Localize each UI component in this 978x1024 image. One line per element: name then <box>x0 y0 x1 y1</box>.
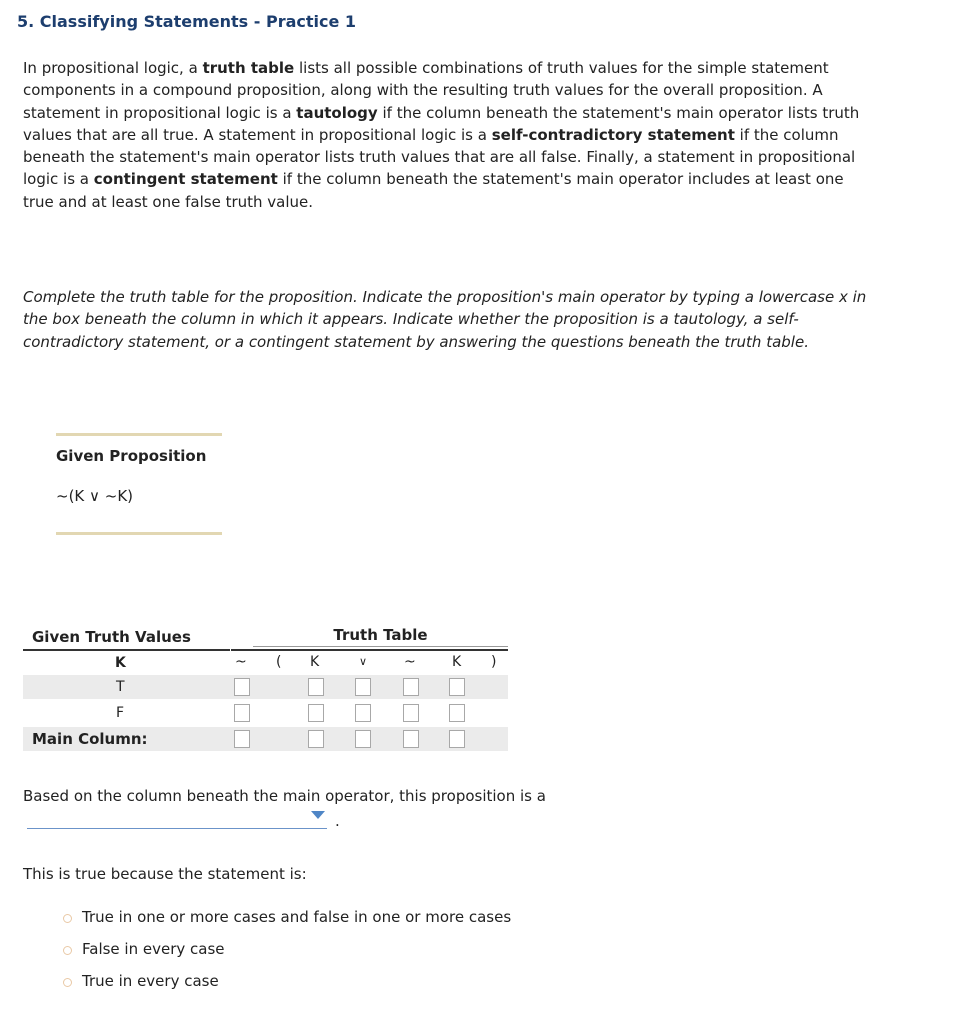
bottom-divider <box>56 532 222 535</box>
intro-text-4: if the column beneath the statement's main operator lists truth values that are all false. Finally, a statement in propositional logic is a <box>23 125 856 189</box>
dropdown-arrow-icon[interactable] <box>311 811 325 819</box>
radio-button[interactable] <box>63 914 72 923</box>
header-underline <box>253 646 508 647</box>
term-truth-table: truth table <box>202 59 295 77</box>
symbol-close-paren: ) <box>491 654 497 670</box>
symbol-negation-outer: ~ <box>235 654 247 670</box>
table-row-t <box>23 675 508 699</box>
answer-box[interactable] <box>403 704 419 722</box>
main-column-box[interactable] <box>308 730 324 748</box>
intro-text-1: In propositional logic, a <box>23 59 203 77</box>
term-self-contradictory: self-contradictory statement <box>491 125 735 144</box>
page-title: 5. Classifying Statements - Practice 1 <box>17 12 357 31</box>
given-value: T <box>116 679 125 695</box>
symbol-open-paren: ( <box>276 654 282 670</box>
radio-option-label[interactable]: False in every case <box>82 940 225 958</box>
symbol-negation-inner: ~ <box>404 654 416 670</box>
symbol-k-second: K <box>452 654 462 670</box>
term-tautology: tautology <box>296 103 378 122</box>
given-value: F <box>116 705 125 721</box>
main-column-box[interactable] <box>234 730 250 748</box>
sentence-period: . <box>335 812 340 830</box>
radio-option-label[interactable]: True in one or more cases and false in one or more cases <box>82 908 512 926</box>
variable-header: K <box>115 655 126 671</box>
answer-box[interactable] <box>355 704 371 722</box>
radio-option-label[interactable]: True in every case <box>82 972 219 990</box>
main-column-row <box>23 727 508 751</box>
table-row-f <box>23 701 508 725</box>
radio-button[interactable] <box>63 946 72 955</box>
radio-button[interactable] <box>63 978 72 987</box>
main-column-box[interactable] <box>449 730 465 748</box>
answer-box[interactable] <box>234 704 250 722</box>
top-divider <box>56 433 222 436</box>
instructions: Complete the truth table for the proposition. Indicate the proposition's main operator by typing a lowercase x in the box beneath the column in which it appears. Indicate whether the proposition is a tautology, a self-contradictory statement, or a contingent statement by answering the questions beneath the truth table. <box>23 288 867 351</box>
intro-paragraph <box>23 57 873 213</box>
given-truth-values-header: Given Truth Values <box>32 628 191 646</box>
answer-box[interactable] <box>449 704 465 722</box>
symbol-k-first: K <box>310 654 320 670</box>
answer-box[interactable] <box>449 678 465 696</box>
answer-box[interactable] <box>234 678 250 696</box>
given-proposition-box <box>56 433 222 505</box>
given-proposition-text: ~(K ∨ ~K) <box>56 487 134 505</box>
reason-question: This is true because the statement is: <box>23 865 307 883</box>
truth-table-header: Truth Table <box>333 626 428 644</box>
header-rule-left <box>23 649 230 651</box>
classification-question: Based on the column beneath the main operator, this proposition is a <box>23 787 546 805</box>
answer-box[interactable] <box>308 704 324 722</box>
symbol-disjunction: ∨ <box>359 655 368 668</box>
given-proposition-label: Given Proposition <box>56 447 207 465</box>
classification-dropdown[interactable] <box>27 808 327 829</box>
term-contingent: contingent statement <box>93 170 278 189</box>
main-column-box[interactable] <box>403 730 419 748</box>
answer-box[interactable] <box>355 678 371 696</box>
intro-text-5: if the column beneath the statement's main operator includes at least one true and at least one false truth value. <box>23 170 844 211</box>
answer-box[interactable] <box>403 678 419 696</box>
answer-box[interactable] <box>308 678 324 696</box>
truth-table <box>23 625 508 753</box>
main-column-label: Main Column: <box>32 730 148 748</box>
intro-text-2: lists all possible combinations of truth values for the simple statement components in a compound proposition, along with the resulting truth values for the overall proposition. A statement in propositional logic is a <box>23 59 829 122</box>
header-rule-right <box>231 649 508 651</box>
main-column-box[interactable] <box>355 730 371 748</box>
intro-text-3: if the column beneath the statement's main operator lists truth values that are all true. A statement in propositional logic is a <box>23 103 860 144</box>
